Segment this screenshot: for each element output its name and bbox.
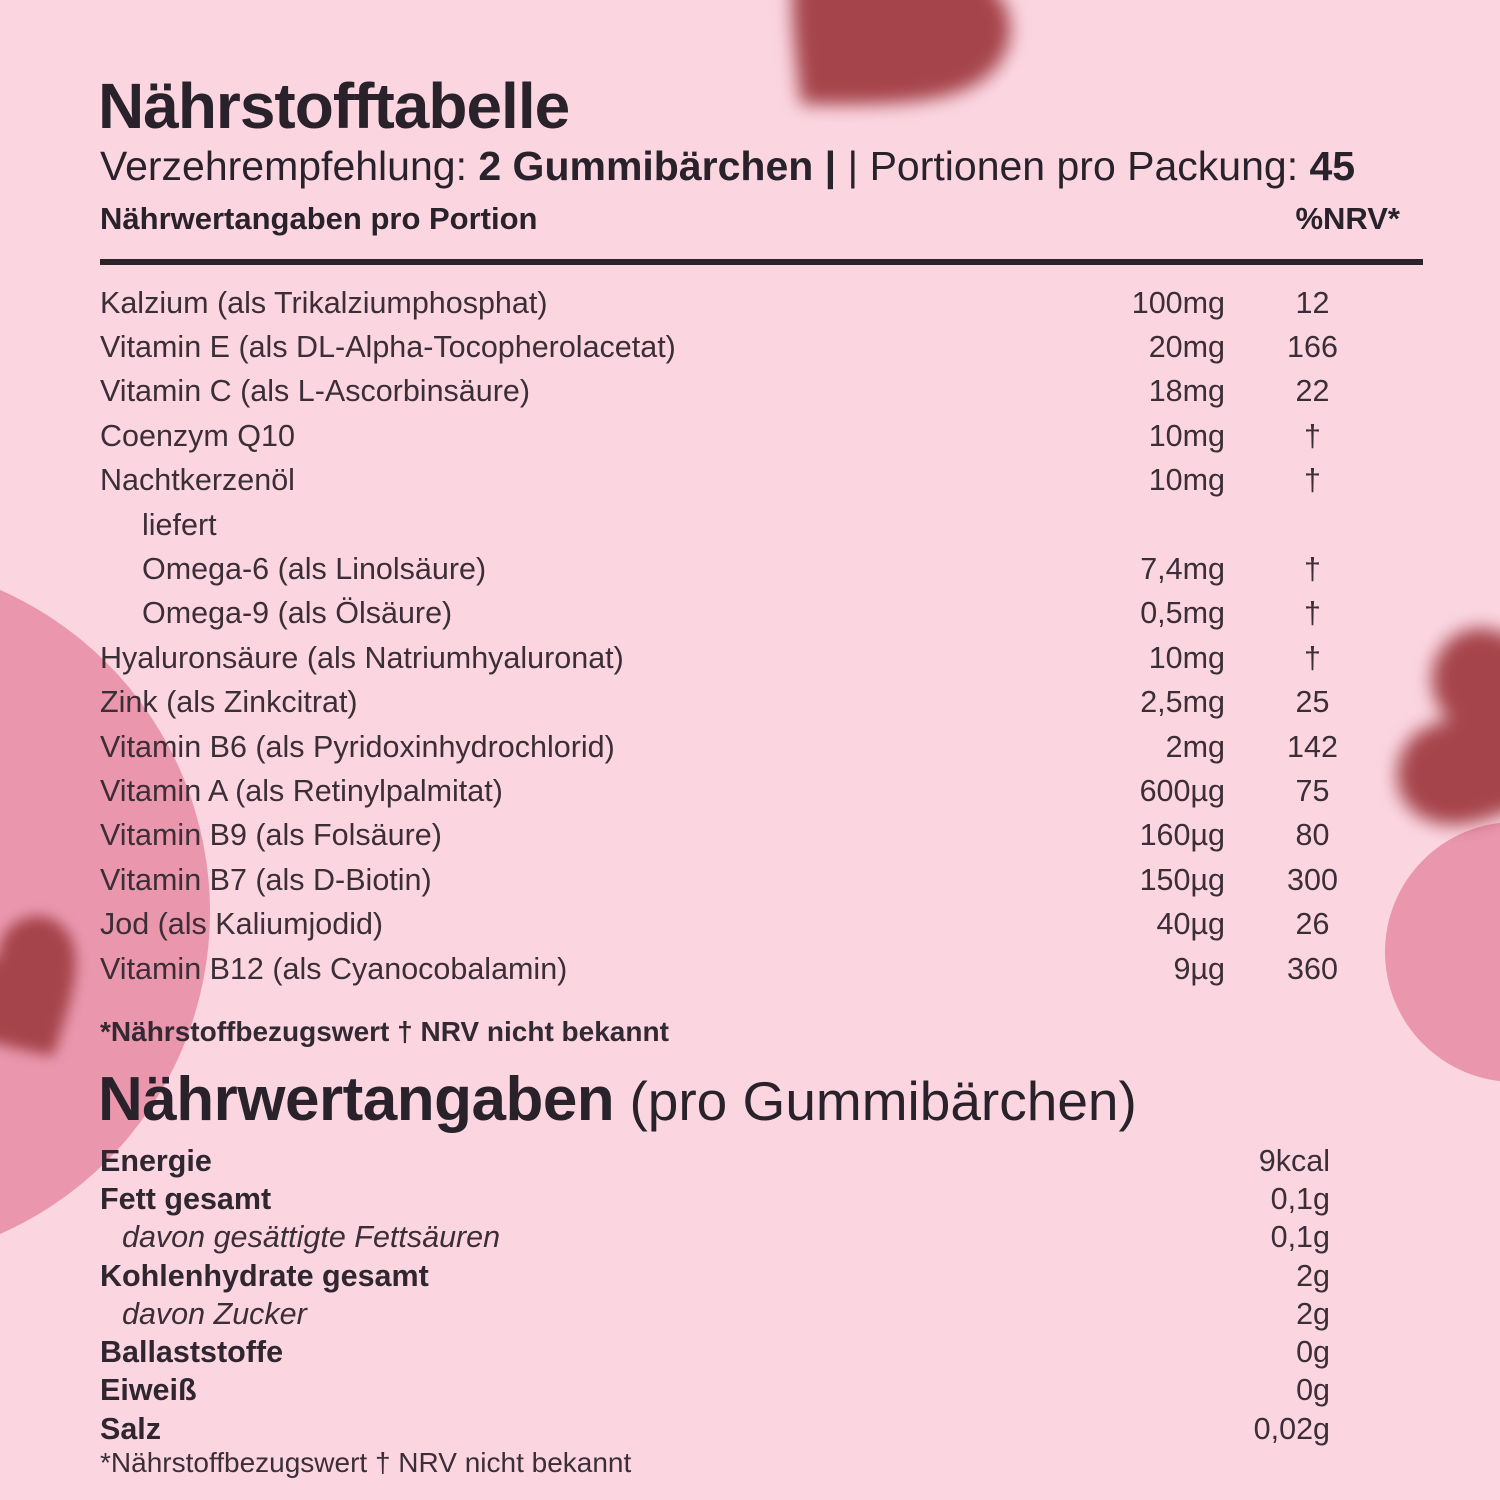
table-row [100, 902, 1400, 946]
nutrient-nrv-value: 26 [1295, 907, 1330, 942]
macronutrient-value: 9kcal [1258, 1143, 1330, 1178]
header-divider [100, 259, 1423, 265]
nutrient-label: Omega-9 (als Ölsäure) [142, 596, 453, 631]
nutrient-nrv-value: 300 [1287, 862, 1338, 897]
table-row [100, 1142, 1330, 1180]
macronutrient-table [100, 1142, 1330, 1448]
macronutrient-label: Fett gesamt [100, 1181, 272, 1216]
nutrient-nrv-value: † [1304, 596, 1321, 631]
nutrient-nrv-value: 80 [1295, 818, 1330, 853]
table-header-nrv: %NRV* [1295, 201, 1400, 236]
table-row [100, 1219, 1330, 1257]
nutrient-label: Nachtkerzenöl [100, 463, 295, 498]
table-row [100, 547, 1400, 591]
nrv-footnote-bottom: *Nährstoffbezugswert † NRV nicht bekannt [100, 1447, 632, 1478]
nutrient-label: Vitamin E (als DL-Alpha-Tocopherolacetat) [100, 330, 676, 365]
table-row [100, 769, 1400, 813]
nutrient-label: Coenzym Q10 [100, 418, 295, 453]
serving-recommendation-label: Verzehrempfehlung: [100, 143, 479, 189]
nutrient-amount: 10mg [1148, 640, 1225, 675]
macronutrient-label: Energie [100, 1143, 212, 1178]
macronutrient-value: 0,02g [1253, 1411, 1330, 1446]
table-row [100, 370, 1400, 414]
table-row [100, 459, 1400, 503]
nutrient-nrv-value: 360 [1287, 951, 1338, 986]
nutrient-amount: 150µg [1139, 862, 1225, 897]
macronutrient-label: Kohlenhydrate gesamt [100, 1258, 429, 1293]
macronutrient-value: 2g [1296, 1296, 1330, 1331]
table-row [100, 725, 1400, 769]
nrv-footnote: *Nährstoffbezugswert † NRV nicht bekannt [100, 1016, 669, 1047]
macronutrient-label: Ballaststoffe [100, 1335, 284, 1370]
nutrient-amount: 0,5mg [1140, 596, 1225, 631]
table-row [100, 858, 1400, 902]
serving-amount: 2 Gummibärchen | [478, 143, 837, 189]
nutrient-label: Hyaluronsäure (als Natriumhyaluronat) [100, 640, 624, 675]
nutrient-nrv-value: 12 [1295, 285, 1330, 320]
nutrient-amount: 9µg [1173, 951, 1225, 986]
nutrient-label: Zink (als Zinkcitrat) [100, 685, 358, 720]
nutrient-amount: 100mg [1131, 285, 1225, 320]
table-row [100, 1410, 1330, 1448]
nutrient-label: Omega-6 (als Linolsäure) [142, 552, 487, 587]
table-row [100, 592, 1400, 636]
macronutrient-label: Salz [100, 1411, 162, 1446]
nutrient-amount: 18mg [1148, 374, 1225, 409]
nutrient-amount: 40µg [1156, 907, 1225, 942]
table-row [100, 681, 1400, 725]
nutrient-label: Vitamin C (als L-Ascorbinsäure) [100, 374, 530, 409]
nutrient-nrv-value: † [1304, 463, 1321, 498]
table-row [100, 1372, 1330, 1410]
table-row [100, 1257, 1330, 1295]
nutrient-label: Jod (als Kaliumjodid) [100, 907, 384, 942]
table-row [100, 503, 1400, 547]
nutrient-nrv-value: 25 [1295, 685, 1330, 720]
table-row [100, 325, 1400, 369]
servings-per-pack-value: 45 [1309, 143, 1356, 189]
nutrient-amount: 7,4mg [1140, 552, 1225, 587]
nutrient-label: liefert [142, 507, 217, 542]
nutrient-label: Vitamin B12 (als Cyanocobalamin) [100, 951, 568, 986]
macronutrient-value: 0g [1296, 1335, 1330, 1370]
nutrient-nrv-value: † [1304, 418, 1321, 453]
nutrient-label: Vitamin A (als Retinylpalmitat) [100, 773, 503, 808]
nutrient-nrv-value: 142 [1287, 729, 1338, 764]
table-row [100, 414, 1400, 458]
nutrient-amount: 2mg [1165, 729, 1225, 764]
macronutrient-label: davon Zucker [122, 1296, 307, 1331]
nutrient-amount: 160µg [1139, 818, 1225, 853]
table-row [100, 1180, 1330, 1218]
section-title-bold: Nährwertangaben [98, 1065, 615, 1134]
section-title [98, 1063, 1137, 1137]
section-title-light: (pro Gummibärchen) [614, 1070, 1137, 1132]
nutrient-amount: 2,5mg [1140, 685, 1225, 720]
macronutrient-label: davon gesättigte Fettsäuren [122, 1220, 501, 1255]
table-row [100, 281, 1400, 325]
table-row [100, 636, 1400, 680]
nutrient-label: Vitamin B9 (als Folsäure) [100, 818, 442, 853]
nutrient-nrv-value: 166 [1287, 330, 1338, 365]
nutrient-label: Kalzium (als Trikalziumphosphat) [100, 285, 548, 320]
nutrient-label: Vitamin B6 (als Pyridoxinhydrochlorid) [100, 729, 615, 764]
nutrient-nrv-value: † [1304, 640, 1321, 675]
macronutrient-value: 2g [1296, 1258, 1330, 1293]
table-row [100, 947, 1400, 991]
nutrient-amount: 10mg [1148, 463, 1225, 498]
nutrient-nrv-value: † [1304, 552, 1321, 587]
table-row [100, 1333, 1330, 1371]
nutrient-table [100, 281, 1400, 991]
nutrient-amount: 600µg [1139, 773, 1225, 808]
pink-circle-decoration-right [1385, 822, 1500, 1082]
table-header-left: Nährwertangaben pro Portion [100, 201, 538, 236]
nutrient-amount: 10mg [1148, 418, 1225, 453]
page-title: Nährstofftabelle [98, 70, 570, 142]
nutrient-label: Vitamin B7 (als D-Biotin) [100, 862, 432, 897]
nutrient-nrv-value: 22 [1295, 374, 1330, 409]
macronutrient-value: 0g [1296, 1373, 1330, 1408]
servings-per-pack-label: | Portionen pro Packung: [836, 143, 1310, 189]
table-header [100, 200, 1400, 237]
macronutrient-label: Eiweiß [100, 1373, 197, 1408]
serving-recommendation [100, 142, 1355, 191]
nutrient-nrv-value: 75 [1295, 773, 1330, 808]
table-row [100, 814, 1400, 858]
nutrient-amount: 20mg [1148, 330, 1225, 365]
macronutrient-value: 0,1g [1270, 1220, 1330, 1255]
macronutrient-value: 0,1g [1270, 1181, 1330, 1216]
table-row [100, 1295, 1330, 1333]
